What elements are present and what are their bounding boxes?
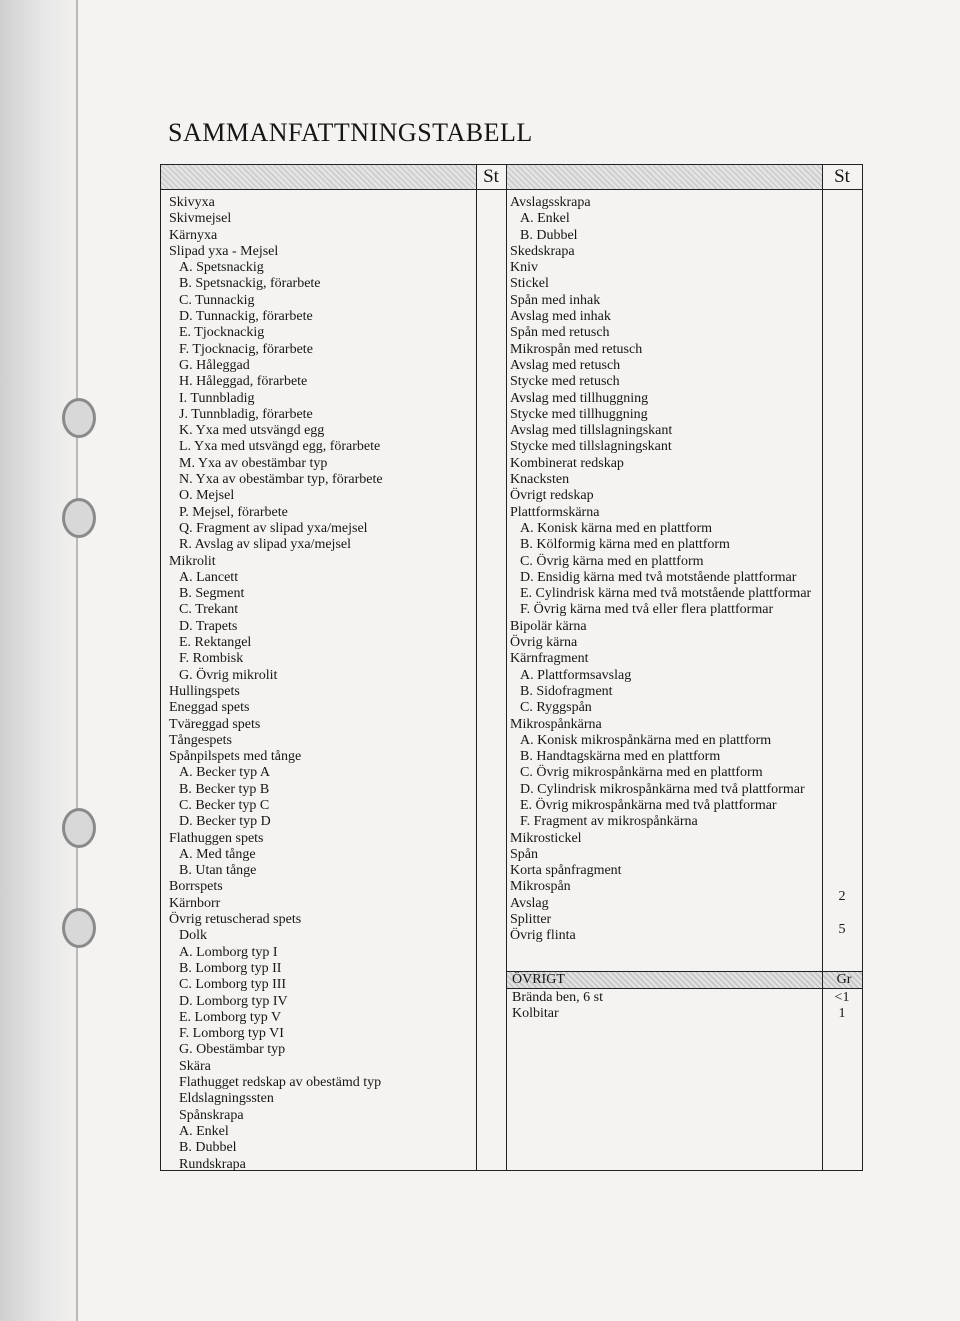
left-item: Tväreggad spets [169, 716, 261, 732]
left-item: Skivmejsel [169, 211, 232, 227]
right-item: E. Övrig mikrospånkärna med två plattformar [520, 797, 777, 813]
count-avslag: 2 [838, 889, 846, 904]
left-item: P. Mejsel, förarbete [179, 504, 288, 520]
left-item: F. Tjocknacig, förarbete [179, 341, 313, 357]
left-item: D. Lomborg typ IV [179, 993, 288, 1009]
left-item: Kärnborr [169, 895, 221, 911]
right-item: Stickel [510, 276, 549, 292]
binder-edge [0, 0, 78, 1321]
right-item: E. Cylindrisk kärna med två motstående plattformar [520, 586, 812, 602]
right-item: Mikrospån med retusch [510, 341, 643, 357]
left-item: C. Becker typ C [179, 797, 270, 813]
left-item: Flathuggen spets [169, 830, 264, 846]
right-item: Splitter [510, 912, 552, 928]
right-item: C. Övrig kärna med en plattform [520, 553, 704, 569]
right-item: B. Handtagskärna med en plattform [520, 749, 721, 765]
left-item: N. Yxa av obestämbar typ, förarbete [179, 472, 383, 488]
left-item: E. Rektangel [179, 635, 252, 651]
left-item: Slipad yxa - Mejsel [169, 243, 279, 259]
right-item: A. Konisk mikrospånkärna med en plattform [520, 732, 772, 748]
right-item: Avslag med tillslagningskant [510, 423, 673, 439]
left-item: Skära [179, 1058, 211, 1074]
right-item: Spån med inhak [510, 292, 601, 308]
gr-header: Gr [836, 972, 852, 987]
right-item: Avslagsskrapa [510, 195, 591, 210]
left-item: B. Lomborg typ II [179, 960, 282, 976]
left-item: Skivyxa [169, 195, 215, 210]
binder-hole [62, 398, 96, 438]
left-item: C. Tunnackig [179, 292, 255, 308]
right-item: D. Ensidig kärna med två motstående plattformar [520, 569, 797, 585]
column-divider [506, 165, 507, 1170]
ovrigt-item: Kolbitar [512, 1006, 559, 1022]
right-item: Avslag [510, 895, 549, 911]
left-item: B. Utan tånge [179, 863, 257, 879]
right-item: Mikrostickel [510, 830, 582, 846]
left-item: A. Spetsnackig [179, 260, 264, 276]
summary-table [160, 164, 863, 1171]
right-item: B. Sidofragment [520, 683, 613, 699]
header-divider [161, 189, 862, 190]
right-item: A. Konisk kärna med en plattform [520, 520, 713, 536]
left-item: E. Tjocknackig [179, 325, 265, 341]
left-item: J. Tunnbladig, förarbete [179, 406, 313, 422]
right-item: Kombinerat redskap [510, 455, 624, 471]
right-item: Plattformskärna [510, 504, 600, 520]
right-item: B. Kölformig kärna med en plattform [520, 537, 730, 553]
left-item: Spånskrapa [179, 1107, 244, 1123]
ovrigt-item-list [512, 990, 817, 1023]
left-item: Rundskrapa [179, 1156, 246, 1172]
right-item: Stycke med retusch [510, 374, 620, 390]
left-item: K. Yxa med utsvängd egg [179, 423, 325, 439]
binder-hole [62, 908, 96, 948]
right-item: Mikrospån [510, 879, 571, 895]
left-item: F. Rombisk [179, 651, 244, 667]
left-item: R. Avslag av slipad yxa/mejsel [179, 537, 351, 553]
right-item: Knacksten [510, 472, 570, 488]
left-item: Borrspets [169, 879, 223, 895]
count-ovrig-flinta: 5 [838, 922, 846, 937]
right-item: Korta spånfragment [510, 863, 622, 879]
right-item: Avslag med inhak [510, 309, 611, 325]
right-item: F. Övrig kärna med två eller flera plattformar [520, 602, 774, 618]
left-item: Övrig retuscherad spets [169, 912, 302, 928]
left-count-header: St [483, 166, 499, 187]
left-item: Tångespets [169, 732, 232, 748]
right-item: Skedskrapa [510, 243, 575, 259]
left-header-shade [161, 165, 476, 189]
right-item: Spån med retusch [510, 325, 610, 341]
binder-hole [62, 498, 96, 538]
left-item: Mikrolit [169, 553, 216, 569]
right-item-list [510, 195, 820, 945]
right-item: Spån [510, 846, 538, 862]
right-item: F. Fragment av mikrospånkärna [520, 814, 698, 830]
ovrigt-header-divider [506, 988, 862, 989]
left-item: C. Lomborg typ III [179, 977, 287, 993]
left-item: D. Trapets [179, 618, 238, 634]
right-item: A. Enkel [520, 211, 570, 227]
ovrigt-item-value: <1 [834, 990, 850, 1005]
right-item: Bipolär kärna [510, 618, 587, 634]
left-item: D. Becker typ D [179, 814, 271, 830]
left-item: B. Becker typ B [179, 781, 270, 797]
page-title: SAMMANFATTNINGSTABELL [168, 118, 533, 147]
left-item: Kärnyxa [169, 227, 218, 243]
binder-fold-line [76, 0, 78, 1321]
left-item: A. Lancett [179, 569, 239, 585]
ovrigt-item-value: 1 [838, 1006, 846, 1022]
left-item: A. Lomborg typ I [179, 944, 278, 960]
left-item: M. Yxa av obestämbar typ [179, 455, 328, 471]
left-item: B. Dubbel [179, 1140, 237, 1156]
right-item: Övrig kärna [510, 635, 578, 651]
right-item: Övrig flinta [510, 928, 576, 944]
left-item: Hullingspets [169, 683, 240, 699]
left-item: G. Övrig mikrolit [179, 667, 278, 683]
left-item: L. Yxa med utsvängd egg, förarbete [179, 439, 381, 455]
right-item: Kniv [510, 260, 538, 276]
right-item: B. Dubbel [520, 227, 578, 243]
left-item-list [169, 195, 474, 1173]
left-item: A. Becker typ A [179, 765, 270, 781]
right-item: Avslag med tillhuggning [510, 390, 649, 406]
left-item: Dolk [179, 928, 207, 944]
column-divider [476, 165, 477, 1170]
left-item: Q. Fragment av slipad yxa/mejsel [179, 520, 368, 536]
left-item: E. Lomborg typ V [179, 1009, 282, 1025]
left-item: A. Med tånge [179, 846, 256, 862]
right-item: Stycke med tillslagningskant [510, 439, 672, 455]
left-item: G. Håleggad [179, 357, 250, 373]
ovrigt-value-list [824, 990, 860, 1023]
left-item: Eldslagningssten [179, 1091, 274, 1107]
ovrigt-item: Brända ben, 6 st [512, 990, 603, 1005]
binder-hole [62, 808, 96, 848]
left-item: Spånpilspets med tånge [169, 749, 302, 765]
right-item: Kärnfragment [510, 651, 589, 667]
left-item: B. Segment [179, 586, 245, 602]
left-item: D. Tunnackig, förarbete [179, 309, 313, 325]
left-item: Eneggad spets [169, 700, 250, 716]
right-header-shade [506, 165, 822, 189]
right-item: C. Ryggspån [520, 700, 592, 716]
right-item: Stycke med tillhuggning [510, 406, 648, 422]
left-item: F. Lomborg typ VI [179, 1026, 284, 1042]
left-item: A. Enkel [179, 1123, 229, 1139]
left-item: I. Tunnbladig [179, 390, 255, 406]
right-item: D. Cylindrisk mikrospånkärna med två plattformar [520, 781, 805, 797]
right-item: Mikrospånkärna [510, 716, 602, 732]
ovrigt-header: ÖVRIGT [512, 972, 565, 987]
right-item: Avslag med retusch [510, 357, 621, 373]
right-item: A. Plattformsavslag [520, 667, 632, 683]
right-item: Övrigt redskap [510, 488, 594, 504]
left-item: Flathugget redskap av obestämd typ [179, 1075, 382, 1091]
left-item: B. Spetsnackig, förarbete [179, 276, 321, 292]
left-item: O. Mejsel [179, 488, 235, 504]
right-item: C. Övrig mikrospånkärna med en plattform [520, 765, 763, 781]
left-item: G. Obestämbar typ [179, 1042, 286, 1058]
right-count-header: St [834, 166, 850, 187]
column-divider [822, 165, 823, 1170]
left-item: H. Håleggad, förarbete [179, 374, 308, 390]
left-item: C. Trekant [179, 602, 239, 618]
